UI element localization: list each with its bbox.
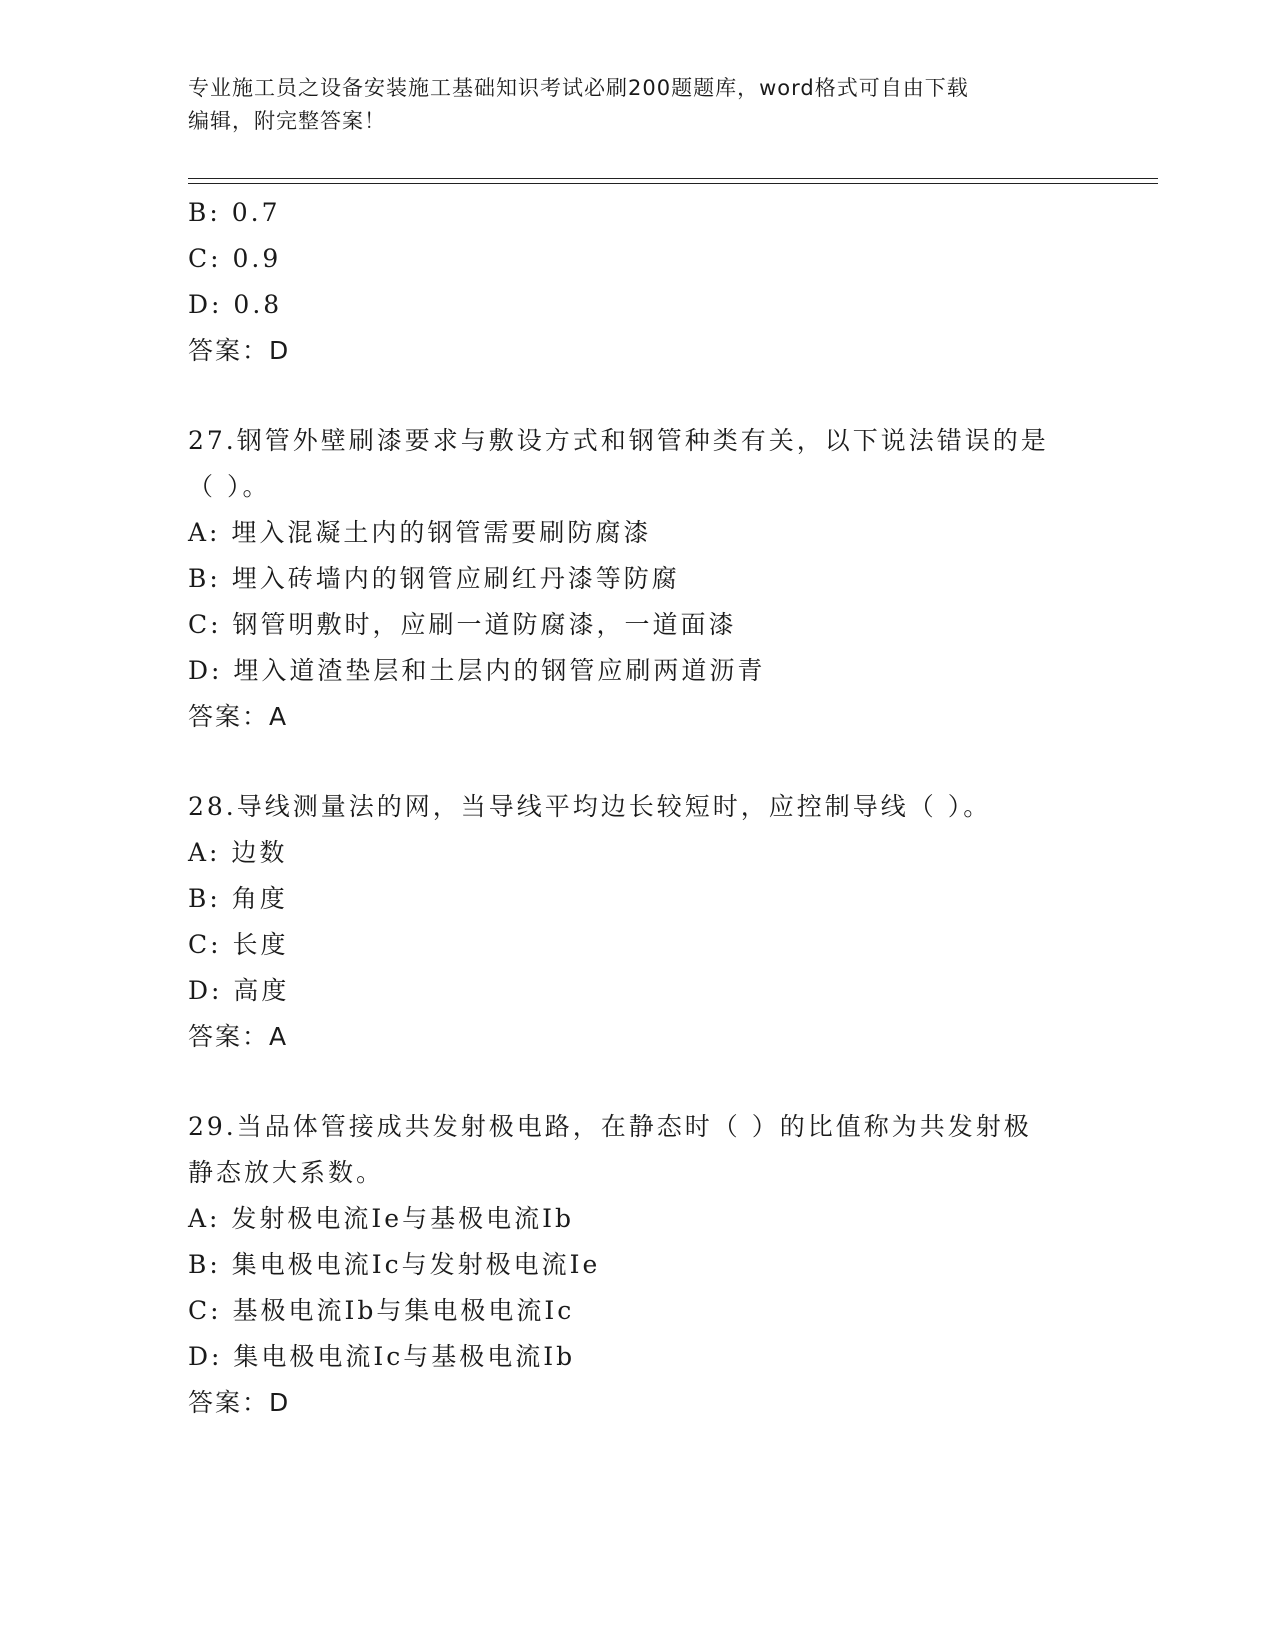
answer-line: 答案：D bbox=[188, 1388, 291, 1417]
option-b: B: 埋入砖墙内的钢管应刷红丹漆等防腐 bbox=[188, 564, 680, 593]
answer-line: 答案：A bbox=[188, 702, 289, 731]
question-stem-line: 28.导线测量法的网，当导线平均边长较短时，应控制导线（ ）。 bbox=[188, 792, 992, 821]
option-b: B: 角度 bbox=[188, 884, 288, 913]
option-b: B: 集电极电流Ic与发射极电流Ie bbox=[188, 1250, 601, 1279]
option-b: B: 0.7 bbox=[188, 198, 281, 227]
document-header bbox=[188, 72, 1068, 138]
answer-line: 答案：D bbox=[188, 336, 291, 365]
option-c: C: 长度 bbox=[188, 930, 289, 959]
question-stem-line: 27.钢管外壁刷漆要求与敷设方式和钢管种类有关，以下说法错误的是 bbox=[188, 426, 1049, 455]
option-d: D: 埋入道渣垫层和土层内的钢管应刷两道沥青 bbox=[188, 656, 766, 685]
answer-line: 答案：A bbox=[188, 1022, 289, 1051]
question-27 bbox=[188, 418, 1088, 740]
previous-question-tail bbox=[188, 190, 1088, 374]
question-stem-line: 29.当品体管接成共发射极电路，在静态时（ ）的比值称为共发射极 bbox=[188, 1112, 1032, 1141]
option-d: D: 集电极电流Ic与基极电流Ib bbox=[188, 1342, 576, 1371]
option-c: C: 基极电流Ib与集电极电流Ic bbox=[188, 1296, 575, 1325]
header-title-line-1: 专业施工员之设备安装施工基础知识考试必刷200题题库，word格式可自由下载 bbox=[188, 76, 969, 100]
option-d: D: 高度 bbox=[188, 976, 290, 1005]
header-divider bbox=[188, 178, 1158, 184]
option-a: A: 发射极电流Ie与基极电流Ib bbox=[188, 1204, 574, 1233]
option-c: C: 钢管明敷时，应刷一道防腐漆，一道面漆 bbox=[188, 610, 737, 639]
question-content bbox=[188, 190, 1088, 1426]
header-title-line-2: 编辑，附完整答案！ bbox=[188, 109, 386, 133]
option-a: A: 边数 bbox=[188, 838, 288, 867]
option-c: C: 0.9 bbox=[188, 244, 282, 273]
option-d: D: 0.8 bbox=[188, 290, 283, 319]
question-29 bbox=[188, 1104, 1088, 1426]
question-stem-line: （ ）。 bbox=[188, 472, 271, 501]
question-stem-line: 静态放大系数。 bbox=[188, 1158, 385, 1187]
option-a: A: 埋入混凝土内的钢管需要刷防腐漆 bbox=[188, 518, 652, 547]
question-28 bbox=[188, 784, 1088, 1060]
